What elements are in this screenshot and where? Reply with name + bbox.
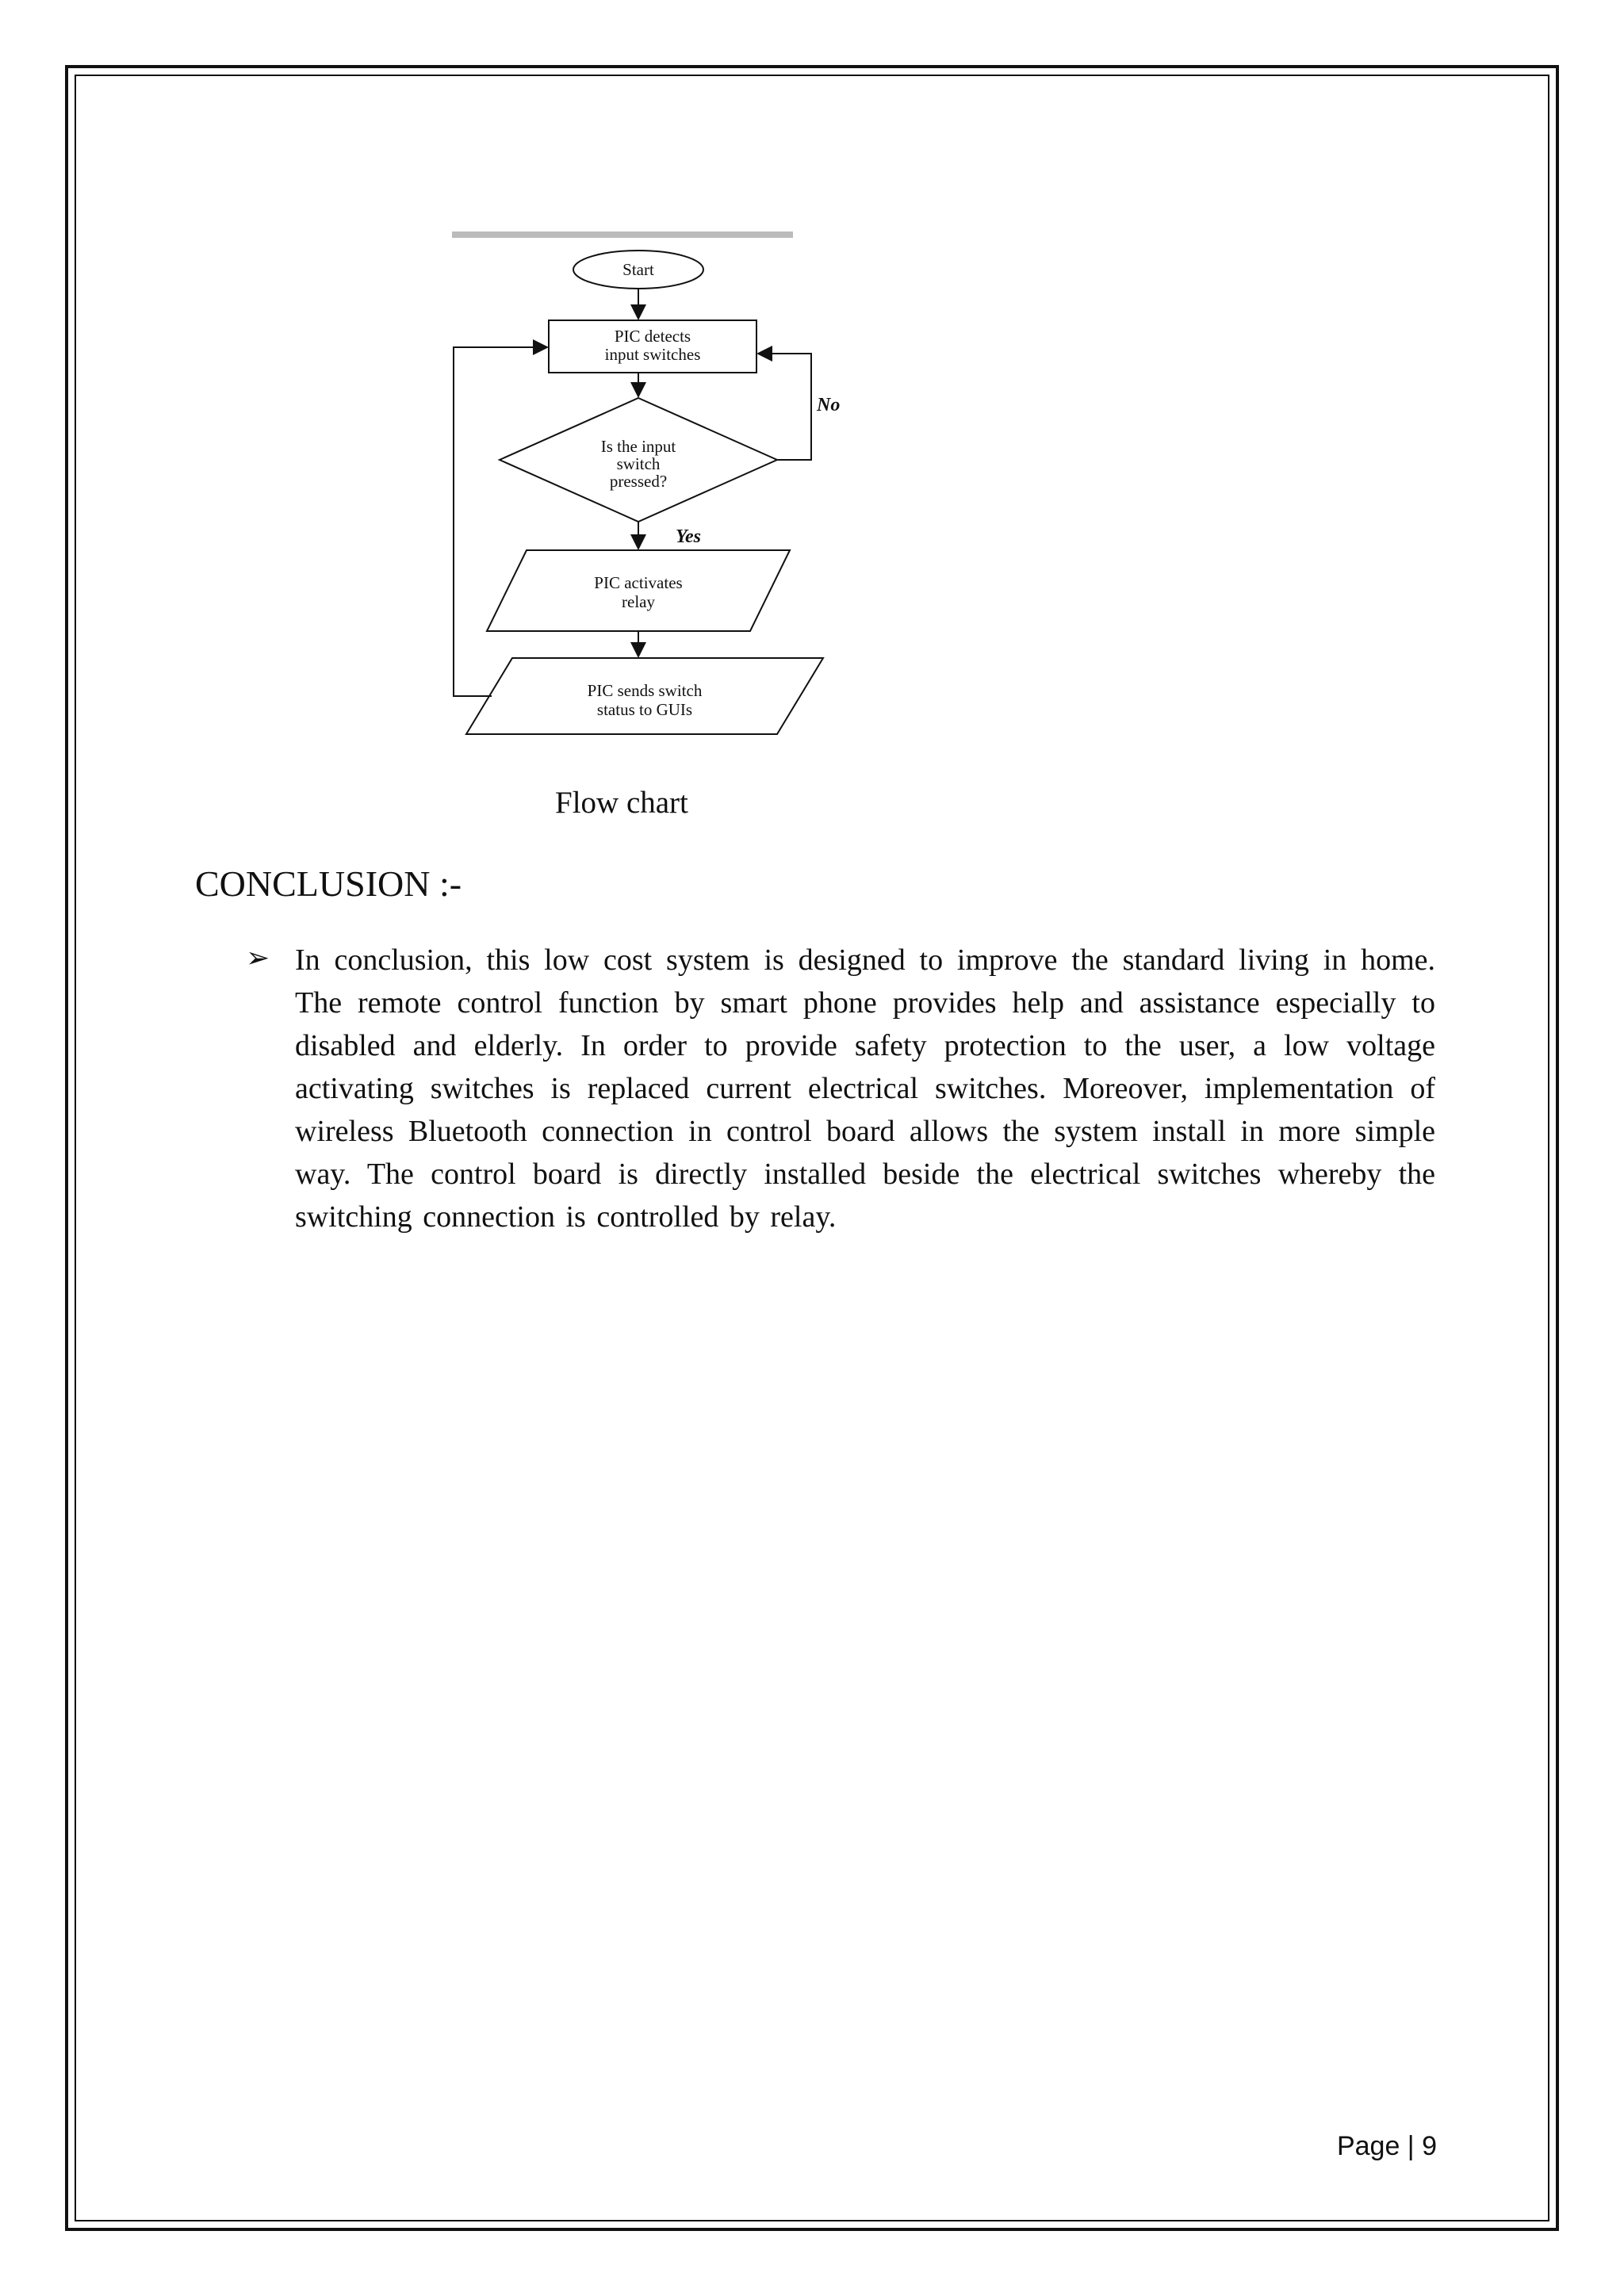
flowchart-figure [444, 228, 841, 752]
list-item [246, 939, 1435, 1238]
arrow-loop-back [454, 347, 546, 696]
bullet-text: In conclusion, this low cost system is designed to improve the standard living in home. The remote control function by smart phone provides help and assistance especially to disabled and elderly. In order to provide safety protection to the user, a low voltage activating switches is replaced current electrical switches. Moreover, implementation of wireless Bluetooth connection in control board allows the system install in more simple way. The control board is directly installed beside the electrical switches whereby the switching connection is controlled by relay. [295, 943, 1435, 1234]
detect-label-2: input switches [604, 345, 701, 364]
arrowhead-bullet-icon: ➢ [246, 942, 270, 974]
flowchart-svg [444, 228, 841, 752]
figure-caption: Flow chart [555, 786, 688, 820]
activate-label-2: relay [622, 592, 655, 611]
arrow-no-loop [760, 354, 811, 460]
decision-label-3: pressed? [609, 472, 668, 491]
conclusion-bullet-list [246, 939, 1435, 1238]
yes-label: Yes [676, 526, 701, 547]
decision-label-2: switch [616, 454, 661, 473]
section-heading-conclusion: CONCLUSION :- [195, 863, 462, 904]
cropped-text-fragment [452, 232, 793, 238]
page-number: Page | 9 [1336, 2131, 1437, 2161]
start-label: Start [622, 260, 654, 279]
send-label-1: PIC sends switch [587, 681, 703, 700]
activate-label-1: PIC activates [594, 573, 683, 592]
send-label-2: status to GUIs [596, 700, 693, 719]
decision-label-1: Is the input [600, 437, 676, 456]
no-label: No [817, 395, 841, 415]
detect-label-1: PIC detects [614, 327, 691, 346]
